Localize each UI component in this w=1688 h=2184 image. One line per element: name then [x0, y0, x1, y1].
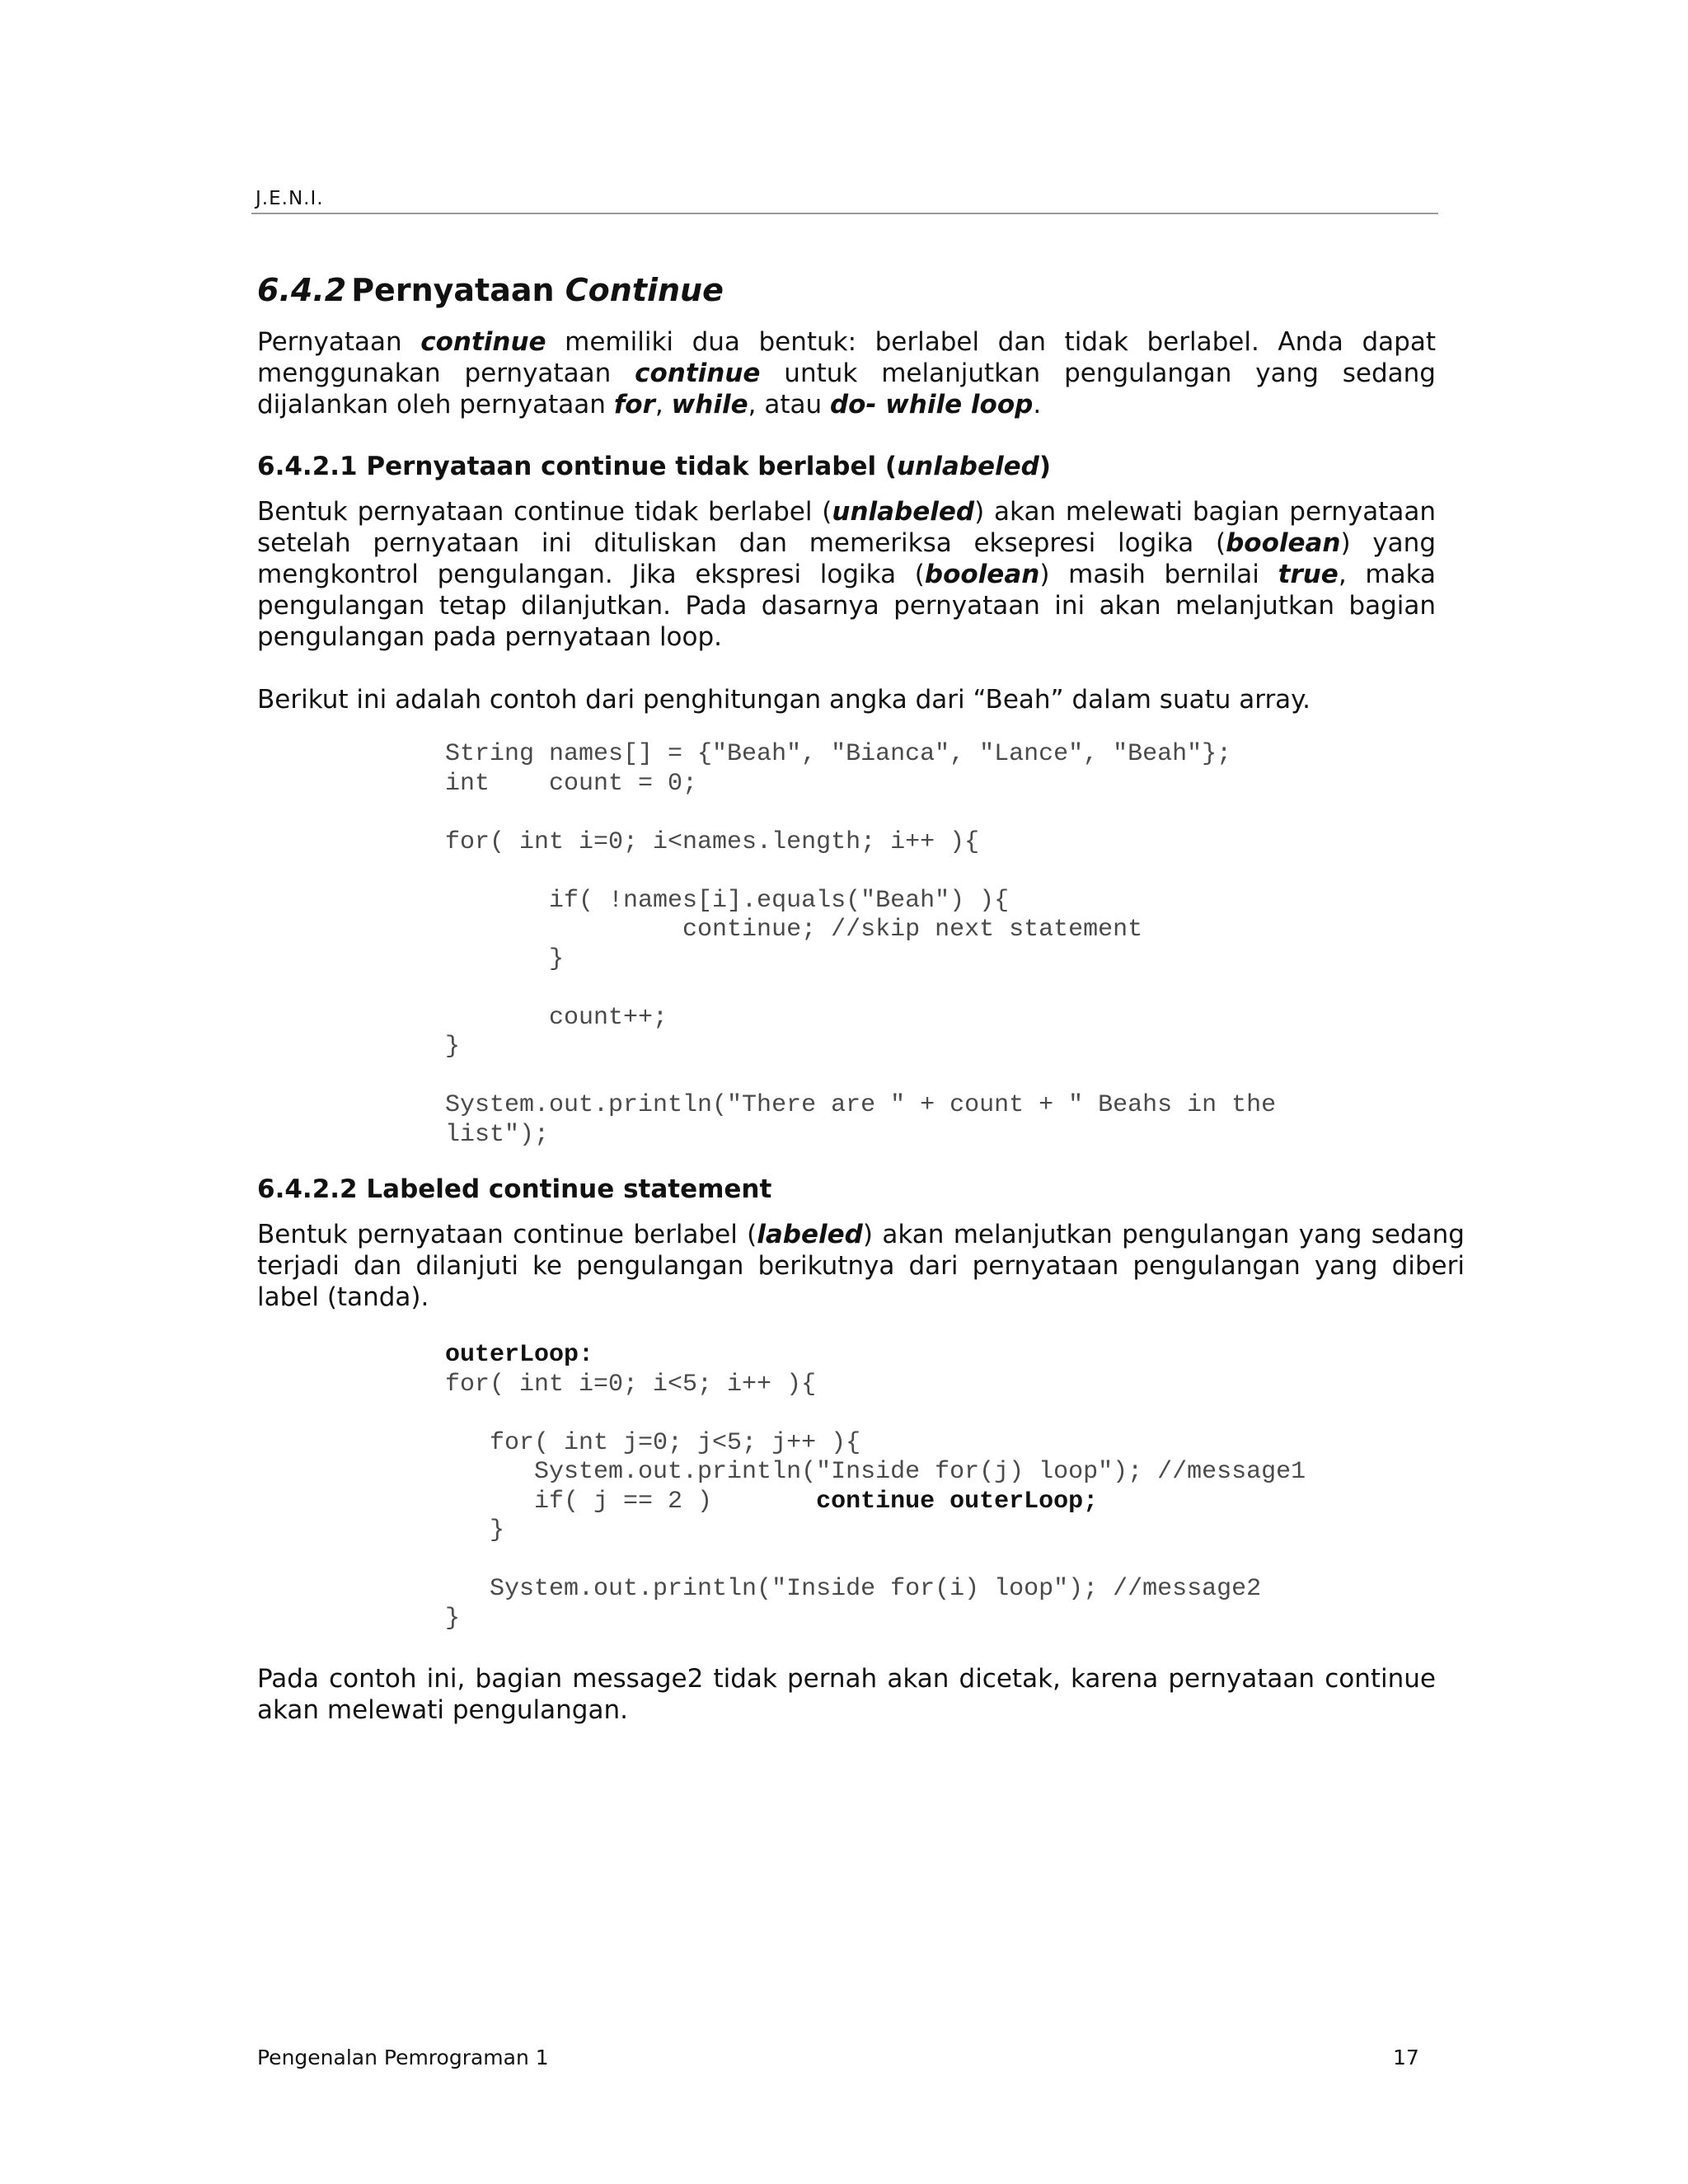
text-run: Bentuk pernyataan continue berlabel ( [257, 1220, 757, 1249]
section-intro-paragraph [257, 326, 1436, 420]
subsection-1-heading [257, 452, 1436, 481]
text-run: untuk melanjutkan pengulangan yang sedang dijalankan oleh pernyataan [257, 359, 1436, 419]
header-divider [251, 213, 1438, 214]
code-line [445, 740, 1436, 770]
section-title-prefix: Pernyataan [351, 272, 565, 308]
page-content [257, 272, 1465, 1726]
text-run: ) akan melanjutkan pengulangan yang sedang terjadi dan dilanjuti ke pengulangan berikutnya dari pernyataan pengulangan yang diberi label (tanda). [257, 1220, 1465, 1312]
text-run: . [1033, 390, 1042, 419]
page-number: 17 [1393, 2046, 1419, 2069]
code-line [445, 1399, 1436, 1429]
emphasized-term: boolean [924, 560, 1040, 589]
code-text: if( !names[i].equals("Beah") ){ [445, 886, 1010, 915]
code-text: int count = 0; [445, 769, 698, 798]
emphasized-term: for [613, 390, 655, 419]
emphasized-term: do- while loop [829, 390, 1034, 419]
text-run: memiliki dua bentuk: berlabel dan tidak berlabel. Anda dapat menggunakan pernyataan [257, 327, 1436, 388]
code-text: } [445, 1516, 505, 1544]
code-keyword-bold: outerLoop: [445, 1341, 594, 1369]
section-title-italic: Continue [565, 272, 724, 308]
code-line [445, 916, 1436, 945]
subsection-2-paragraph [257, 1219, 1465, 1313]
subsection-1-title-prefix: 6.4.2.1 Pernyataan continue tidak berlabel ( [257, 452, 898, 481]
code-line [445, 1062, 1436, 1092]
code-line [445, 1429, 1436, 1459]
code-text: for( int i=0; i<5; i++ ){ [445, 1370, 817, 1399]
text-run: ) yang mengkontrol pengulangan. Jika ekspresi logika ( [257, 528, 1436, 589]
code-text: } [445, 1604, 461, 1633]
code-line [445, 945, 1436, 975]
emphasized-term: boolean [1226, 528, 1341, 558]
code-line [445, 1546, 1436, 1576]
text-run: ) masih bernilai [1039, 560, 1278, 589]
code-keyword-bold: continue outerLoop; [816, 1487, 1099, 1516]
code-text: System.out.println("Inside for(j) loop"); //message1 [445, 1458, 1306, 1486]
text-run: , atau [748, 390, 830, 419]
code-text: System.out.println("Inside for(i) loop"); //message2 [445, 1575, 1262, 1603]
emphasized-term: while [671, 390, 748, 419]
subsection-1-title-italic: unlabeled [897, 452, 1039, 481]
text-run: Bentuk pernyataan continue tidak berlabel ( [257, 497, 832, 527]
code-line [445, 887, 1436, 916]
text-run: , maka pengulangan tetap dilanjutkan. Pada dasarnya pernyataan ini akan melanjutkan bagian pengulangan pada pernyataan loop. [257, 560, 1436, 652]
closing-paragraph: Pada contoh ini, bagian message2 tidak pernah akan dicetak, karena pernyataan continue akan melewati pengulangan. [257, 1664, 1436, 1725]
code-line [445, 770, 1436, 799]
code-line [445, 974, 1436, 1004]
code-line [445, 828, 1436, 858]
code-block-labeled [445, 1341, 1436, 1633]
code-text: count++; [445, 1003, 668, 1032]
code-text: list"); [445, 1120, 550, 1149]
subsection-2-heading: 6.4.2.2 Labeled continue statement [257, 1174, 772, 1204]
text-run: , [654, 390, 672, 419]
code-line [445, 1605, 1436, 1634]
code-line [445, 1004, 1436, 1033]
code-text: } [445, 1033, 461, 1061]
page-header-title: J.E.N.I. [256, 188, 324, 209]
code-line [445, 1033, 1436, 1062]
text-run: ) akan melewati bagian pernyataan setelah pernyataan ini dituliskan dan memeriksa eksepresi logika ( [257, 497, 1436, 558]
emphasized-term: unlabeled [832, 497, 975, 527]
code-line [445, 1371, 1436, 1400]
code-line [445, 857, 1436, 887]
section-heading [257, 272, 1436, 308]
code-text: } [445, 944, 565, 973]
subsection-1-title-suffix: ) [1039, 452, 1052, 481]
code-text: if( j == 2 ) [445, 1487, 817, 1516]
code-line [445, 1341, 1436, 1371]
emphasized-term: true [1278, 560, 1339, 589]
emphasized-term: continue [635, 359, 761, 388]
subsection-1-paragraph [257, 496, 1436, 653]
emphasized-term: labeled [757, 1220, 863, 1249]
code-line [445, 1575, 1436, 1605]
code-line [445, 1488, 1436, 1517]
code-line [445, 1091, 1436, 1121]
code-line [445, 1516, 1436, 1546]
code-text: continue; //skip next statement [445, 916, 1143, 944]
emphasized-term: continue [420, 327, 546, 357]
section-number: 6.4.2 [257, 272, 347, 308]
code-text: for( int i=0; i<names.length; i++ ){ [445, 827, 980, 856]
text-run: Pernyataan [257, 327, 421, 357]
code-block-unlabeled [445, 740, 1436, 1150]
page-footer-title: Pengenalan Pemrograman 1 [257, 2046, 549, 2069]
code-line [445, 1458, 1436, 1488]
code-line [445, 1121, 1436, 1151]
example-intro-paragraph: Berikut ini adalah contoh dari penghitungan angka dari “Beah” dalam suatu array. [257, 685, 1311, 715]
code-text: for( int j=0; j<5; j++ ){ [445, 1428, 861, 1457]
code-text: System.out.println("There are " + count + " Beahs in the [445, 1091, 1277, 1119]
code-text: String names[] = {"Beah", "Bianca", "Lance", "Beah"}; [445, 740, 1232, 768]
code-line [445, 799, 1436, 828]
